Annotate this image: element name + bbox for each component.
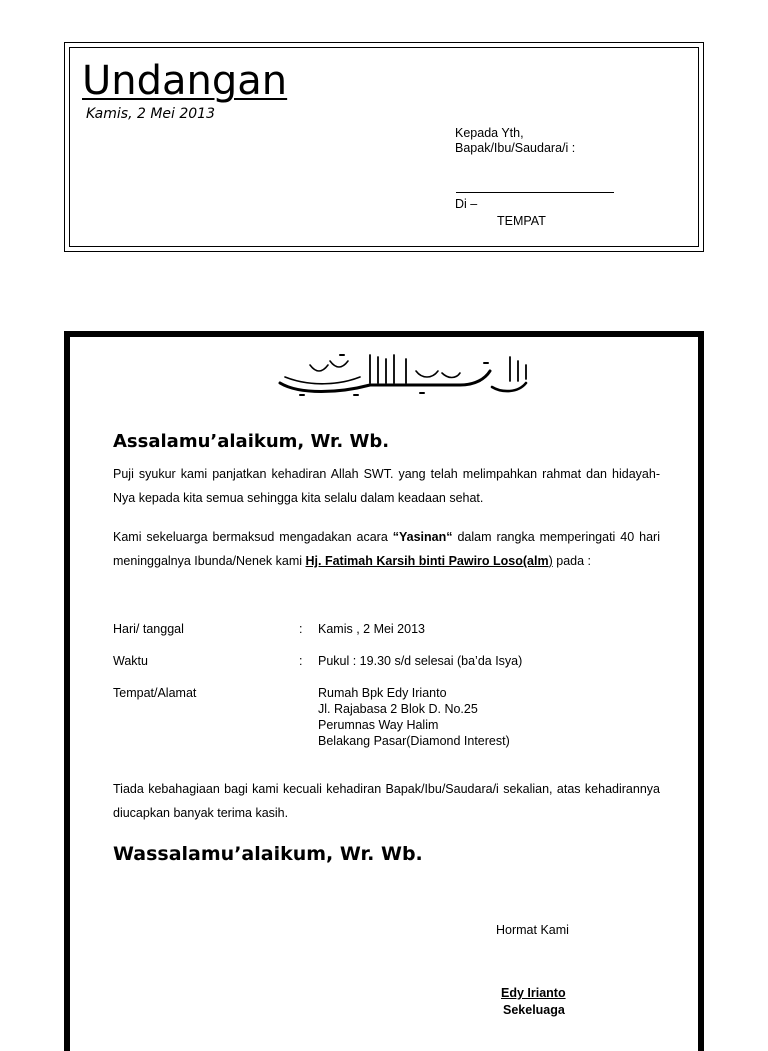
event-text-intro: Kami sekeluarga bermaksud mengadakan acara bbox=[113, 530, 388, 544]
detail-value: Kamis , 2 Mei 2013 bbox=[318, 622, 425, 636]
regards: Hormat Kami bbox=[496, 923, 569, 937]
address-line: Belakang Pasar(Diamond Interest) bbox=[318, 734, 510, 748]
address-line: Rumah Bpk Edy Irianto bbox=[318, 686, 447, 700]
address-line: Jl. Rajabasa 2 Blok D. No.25 bbox=[318, 702, 478, 716]
detail-value-address bbox=[318, 685, 678, 749]
detail-value: Pukul : 19.30 s/d selesai (ba’da Isya) bbox=[318, 654, 523, 668]
envelope-card bbox=[64, 42, 704, 252]
detail-colon: : bbox=[299, 622, 303, 636]
detail-label: Waktu bbox=[113, 654, 148, 668]
detail-colon: : bbox=[299, 654, 303, 668]
opening-paragraph: Puji syukur kami panjatkan kehadiran Allah SWT. yang telah melimpahkan rahmat dan hidayah-Nya kepada kita semua sehingga kita selalu dalam keadaan sehat. bbox=[113, 467, 660, 505]
invitation-letter bbox=[64, 331, 704, 1051]
detail-label: Tempat/Alamat bbox=[113, 686, 197, 700]
envelope-title: Undangan bbox=[82, 58, 288, 104]
event-name: “Yasinan“ bbox=[392, 530, 453, 544]
closing-greeting: Wassalamu’alaikum, Wr. Wb. bbox=[113, 843, 423, 865]
basmala-calligraphy bbox=[270, 349, 538, 399]
recipient-name-blank bbox=[456, 192, 614, 193]
thanks-paragraph: Tiada kebahagiaan bagi kami kecuali kehadiran Bapak/Ibu/Saudara/i sekalian, atas kehadirannya diucapkan banyak terima kasih. bbox=[113, 782, 660, 820]
detail-label: Hari/ tanggal bbox=[113, 622, 184, 636]
event-text-purpose: dalam rangka memperingati 40 hari meninggalnya Ibunda/Nenek kami bbox=[113, 530, 660, 568]
event-paragraph bbox=[113, 525, 660, 573]
recipient-tempat: TEMPAT bbox=[497, 214, 546, 228]
signer-name: Edy Irianto bbox=[501, 986, 566, 1000]
deceased-name: Hj. Fatimah Karsih binti Pawiro Loso(alm bbox=[305, 554, 549, 568]
signer-family: Sekeluaga bbox=[503, 1003, 565, 1017]
recipient-line-2: Bapak/Ibu/Saudara/i : bbox=[455, 141, 576, 155]
envelope-inner-border bbox=[69, 47, 699, 247]
recipient-line-1: Kepada Yth, bbox=[455, 126, 524, 140]
address-line: Perumnas Way Halim bbox=[318, 718, 439, 732]
event-text-pada: pada : bbox=[556, 554, 592, 568]
envelope-date: Kamis, 2 Mei 2013 bbox=[86, 106, 216, 122]
recipient-block bbox=[455, 126, 575, 156]
greeting: Assalamu’alaikum, Wr. Wb. bbox=[113, 431, 390, 452]
recipient-di: Di – bbox=[455, 197, 478, 211]
deceased-name-close: ) bbox=[548, 554, 553, 568]
